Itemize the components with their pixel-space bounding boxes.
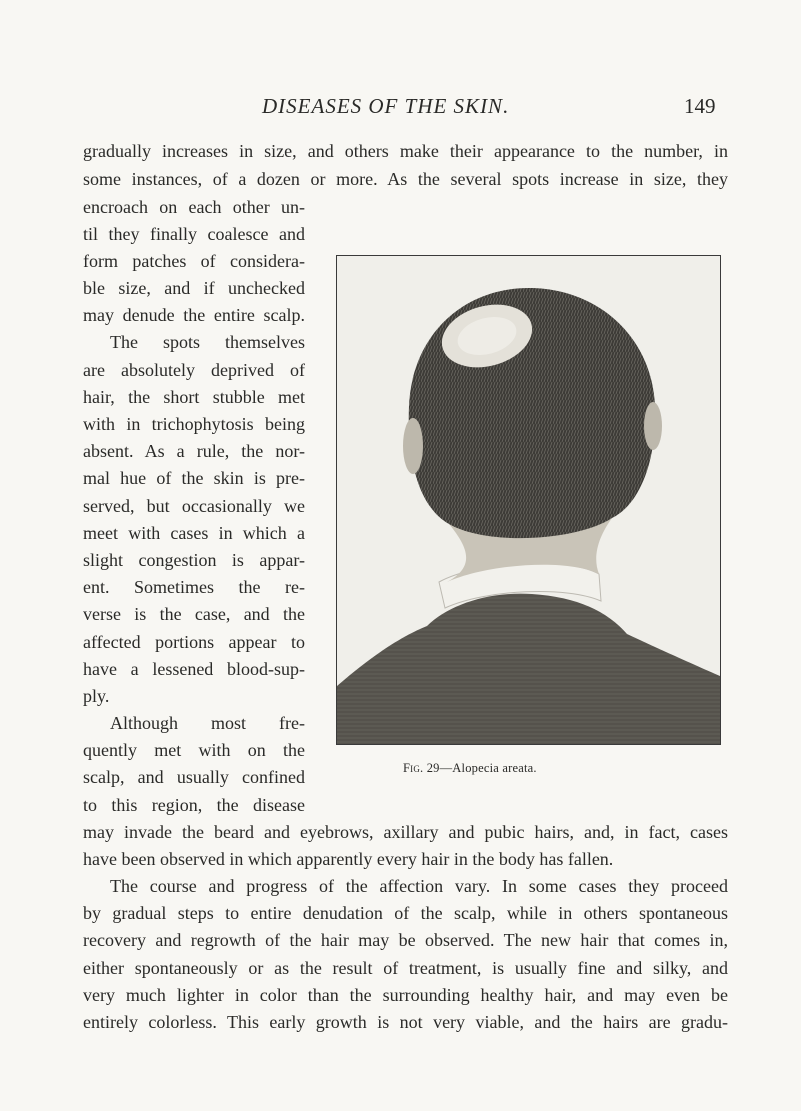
hair-shape [409,288,655,538]
figure-caption-label: Fig. 29 [403,761,440,775]
body-line: The spots themselves [110,332,305,352]
figure-caption-text: —Alopecia areata. [439,761,537,775]
body-line: some instances, of a dozen or more. As the several spots increase in size, they [83,169,728,189]
body-line: ply. [83,686,110,706]
right-ear [644,402,662,450]
body-line: slight congestion is appar- [83,550,305,570]
body-line: gradually increases in size, and others make their appearance to the number, in [83,141,728,161]
body-line: may invade the beard and eyebrows, axillary and pubic hairs, and, in fact, cases [83,822,728,842]
body-line: served, but occasionally we [83,496,305,516]
body-line: to this region, the disease [83,795,305,815]
body-line: quently met with on the [83,740,305,760]
body-line: ble size, and if unchecked [83,278,305,298]
body-line: ent. Sometimes the re- [83,577,305,597]
body-line: entirely colorless. This early growth is not very viable, and the hairs are gradu- [83,1012,728,1032]
body-line: verse is the case, and the [83,604,305,624]
body-line: recovery and regrowth of the hair may be observed. The new hair that comes in, [83,930,728,950]
body-line: form patches of considera- [83,251,305,271]
page-number: 149 [684,94,716,118]
running-head-title: DISEASES OF THE SKIN. [262,94,510,118]
body-line: by gradual steps to entire denudation of the scalp, while in others spontaneous [83,903,728,923]
head-illustration [337,256,720,744]
body-line: have a lessened blood-sup- [83,659,305,679]
body-line: either spontaneously or as the result of treatment, is usually fine and silky, and [83,958,728,978]
body-line: mal hue of the skin is pre- [83,468,305,488]
body-line: affected portions appear to [83,632,305,652]
body-line: Although most fre- [110,713,305,733]
body-line: very much lighter in color than the surrounding healthy hair, and may even be [83,985,728,1005]
body-line: with in trichophytosis being [83,414,305,434]
body-line: til they finally coalesce and [83,224,305,244]
body-line: encroach on each other un- [83,197,305,217]
figure-alopecia-photo [336,255,721,745]
figure-caption [403,761,537,776]
left-ear [403,418,423,474]
body-line: absent. As a rule, the nor- [83,441,305,461]
running-header [0,94,801,128]
body-line: scalp, and usually confined [83,767,305,787]
body-line: are absolutely deprived of [83,360,305,380]
body-line: hair, the short stubble met [83,387,305,407]
body-line: have been observed in which apparently every hair in the body has fallen. [83,849,614,869]
body-line: may denude the entire scalp. [83,305,305,325]
body-line: meet with cases in which a [83,523,305,543]
body-line: The course and progress of the affection vary. In some cases they proceed [110,876,728,896]
